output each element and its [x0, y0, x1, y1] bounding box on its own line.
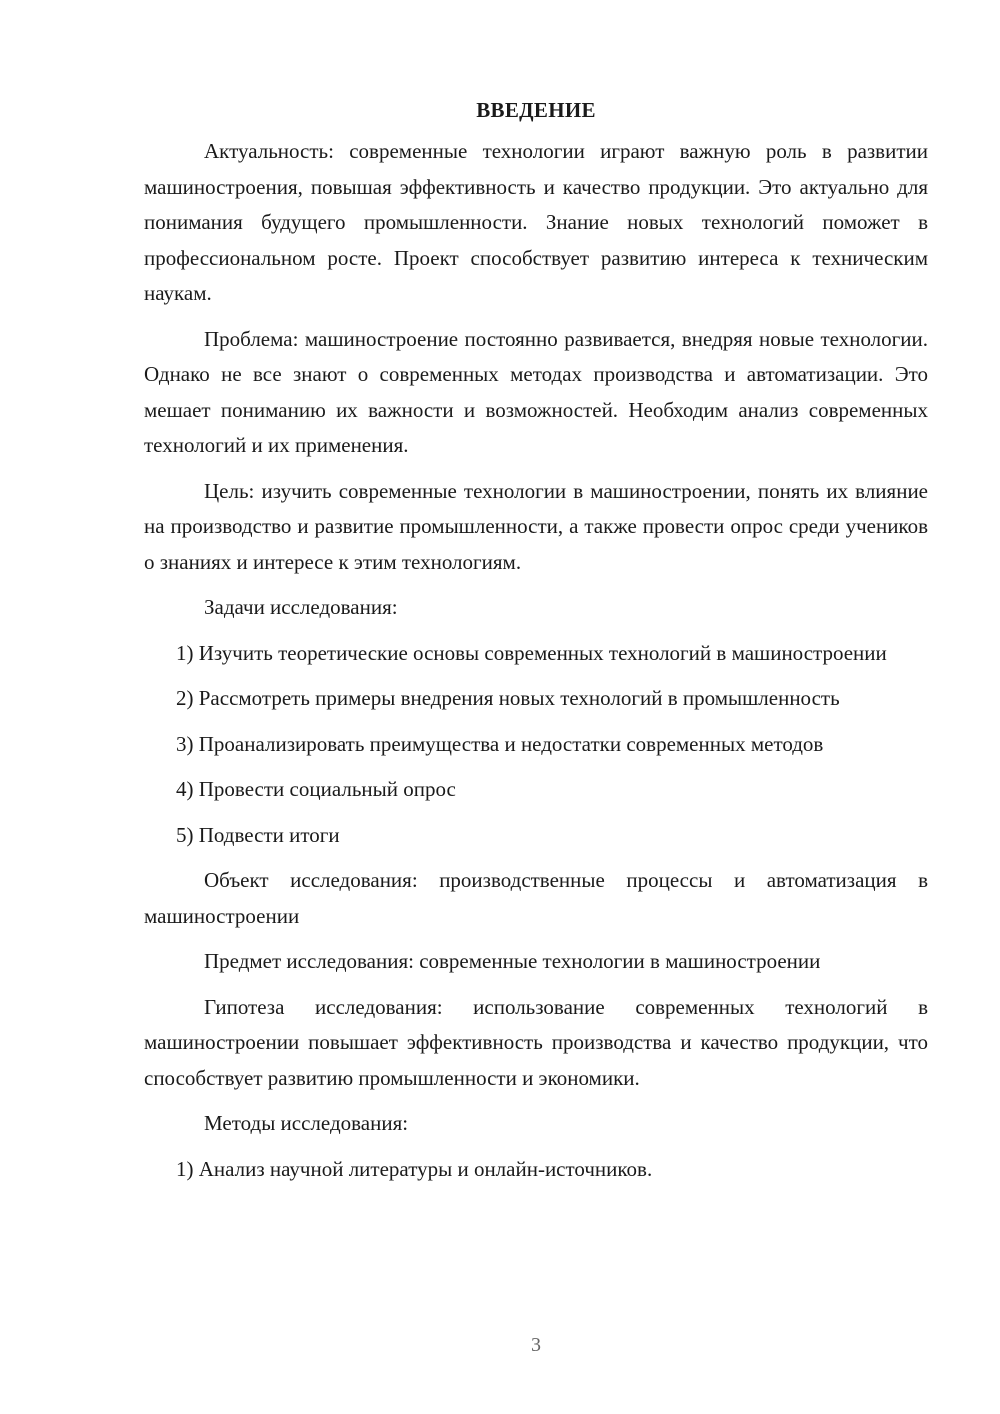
task-item-4: 4) Провести социальный опрос — [176, 777, 456, 801]
document-page — [144, 96, 928, 1197]
task-item-3: 3) Проанализировать преимущества и недостатки современных методов — [176, 731, 824, 756]
object-paragraph: Объект исследования: производственные процессы и автоматизация в машиностроении — [144, 868, 928, 928]
goal-paragraph: Цель: изучить современные технологии в машиностроении, понять их влияние на производство и развитие промышленности, а также провести опрос среди учеников о знаниях и интересе к этим технологиям. — [144, 478, 928, 574]
page-number: 3 — [531, 1334, 541, 1356]
tasks-heading: Задачи исследования: — [204, 595, 398, 619]
method-item-1: 1) Анализ научной литературы и онлайн-источников. — [176, 1156, 653, 1181]
relevance-paragraph: Актуальность: современные технологии играют важную роль в развитии машиностроения, повышая эффективность и качество продукции. Это актуально для понимания будущего промышленности. Знание новых технологий поможет в профессиональном росте. Проект способствует развитию интереса к техническим наукам. — [144, 139, 928, 305]
task-item-1: 1) Изучить теоретические основы современных технологий в машиностроении — [176, 640, 887, 665]
task-item-2: 2) Рассмотреть примеры внедрения новых технологий в промышленность — [176, 686, 840, 710]
section-title: ВВЕДЕНИЕ — [476, 98, 596, 122]
methods-heading: Методы исследования: — [204, 1111, 409, 1135]
problem-paragraph: Проблема: машиностроение постоянно развивается, внедряя новые технологии. Однако не все знают о современных методах производства и автоматизации. Это мешает пониманию их важности и возможностей. Необходим анализ современных технологий и их применения. — [144, 326, 928, 457]
subject-paragraph: Предмет исследования: современные технологии в машиностроении — [204, 949, 821, 973]
hypothesis-paragraph: Гипотеза исследования: использование современных технологий в машиностроении повышает эффективность производства и качество продукции, что способствует развитию промышленности и экономики. — [144, 994, 928, 1090]
task-item-5: 5) Подвести итоги — [176, 822, 340, 847]
